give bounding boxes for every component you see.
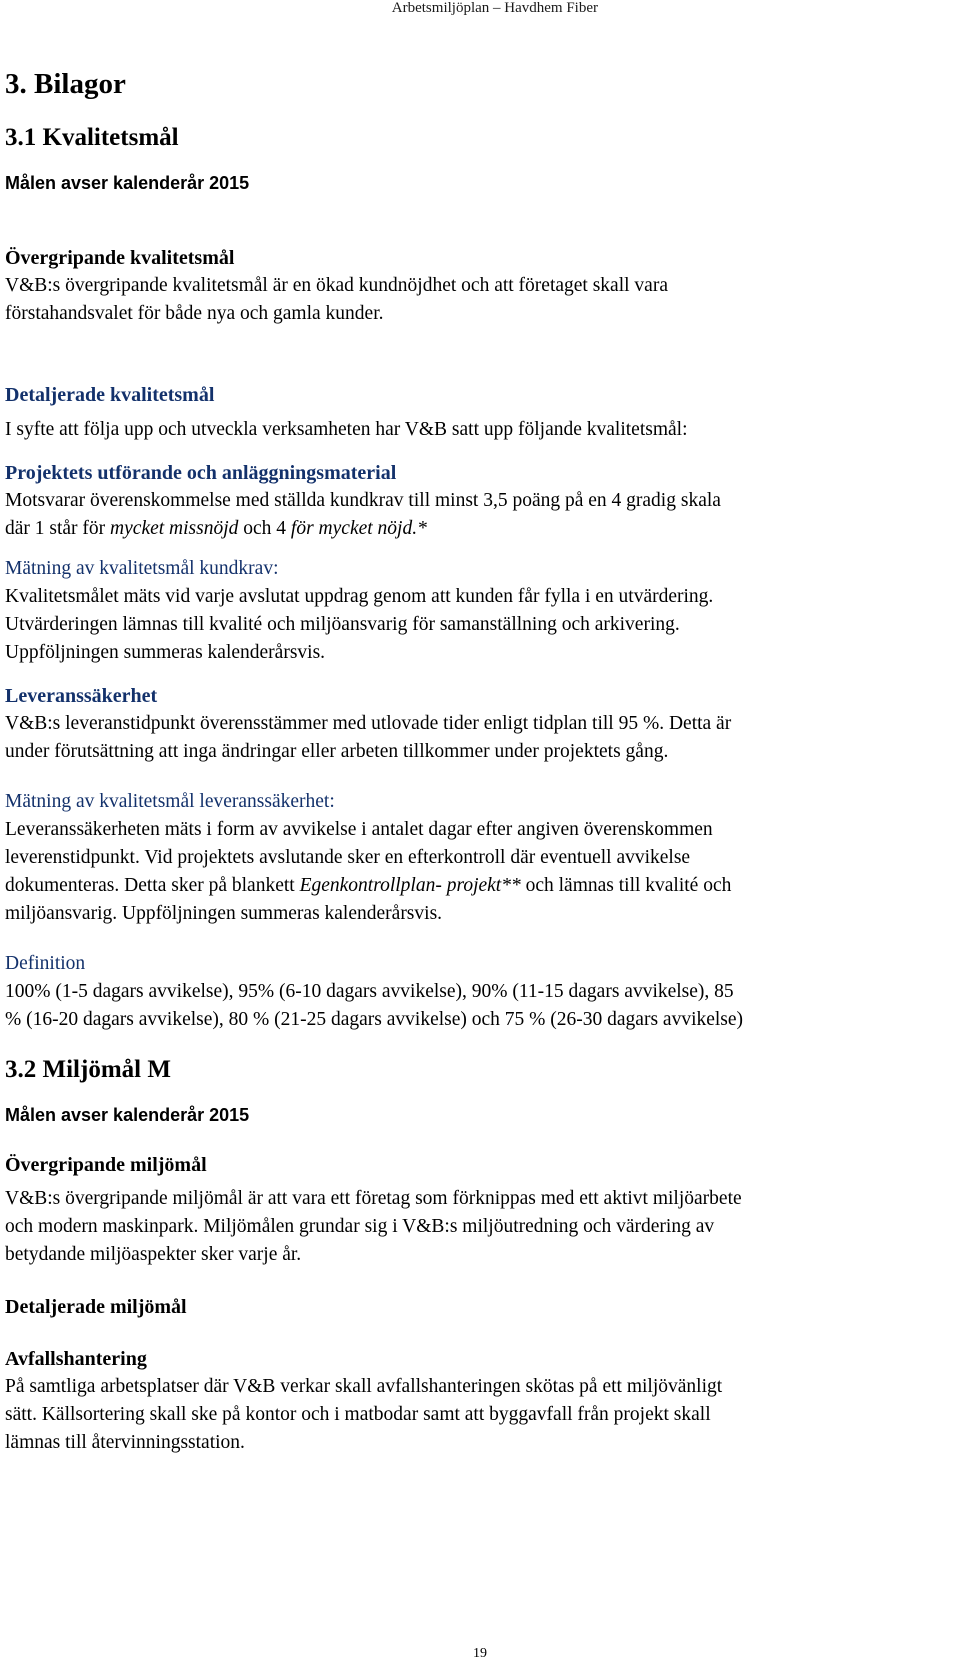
paragraph-line: V&B:s övergripande miljömål är att vara ett företag som förknippas med ett aktivt miljöarbete <box>5 1188 742 1209</box>
heading-project-execution: Projektets utförande och anläggningsmaterial <box>5 462 397 484</box>
heading-detailed-environment: Detaljerade miljömål <box>5 1296 187 1318</box>
heading-overall-environment: Övergripande miljömål <box>5 1154 207 1176</box>
paragraph-line: lämnas till återvinningsstation. <box>5 1432 245 1453</box>
paragraph-line: betydande miljöaspekter sker varje år. <box>5 1244 302 1265</box>
text-run-italic: för mycket nöjd.* <box>290 518 427 539</box>
heading-measure-customer: Mätning av kvalitetsmål kundkrav: <box>5 558 279 579</box>
paragraph-line: Utvärderingen lämnas till kvalité och miljöansvarig för samanställning och arkivering. <box>5 614 680 635</box>
heading-overall-quality: Övergripande kvalitetsmål <box>5 247 235 269</box>
heading-waste-management: Avfallshantering <box>5 1348 147 1370</box>
heading-delivery-security: Leveranssäkerhet <box>5 685 158 707</box>
paragraph-line: under förutsättning att inga ändringar eller arbeten tillkommer under projektets gång. <box>5 741 669 762</box>
paragraph-line <box>5 872 935 900</box>
paragraph-line: I syfte att följa upp och utveckla verksamheten har V&B satt upp följande kvalitetsmål: <box>5 419 688 440</box>
paragraph-line: sätt. Källsortering skall ske på kontor och i matbodar samt att byggavfall från projekt skall <box>5 1404 711 1425</box>
text-run: där 1 står för <box>5 518 111 539</box>
paragraph-line: V&B:s övergripande kvalitetsmål är en ökad kundnöjdhet och att företaget skall vara <box>5 275 668 296</box>
paragraph-line: Motsvarar överenskommelse med ställda kundkrav till minst 3,5 poäng på en 4 gradig skala <box>5 490 721 511</box>
paragraph-line: Uppföljningen summeras kalenderårsvis. <box>5 642 326 663</box>
heading-detailed-quality: Detaljerade kvalitetsmål <box>5 384 215 406</box>
paragraph-line: och modern maskinpark. Miljömålen grundar sig i V&B:s miljöutredning och värdering av <box>5 1216 715 1237</box>
text-run-italic: Egenkontrollplan- projekt** <box>299 875 521 896</box>
scope-note-kvalitet: Målen avser kalenderår 2015 <box>5 173 250 193</box>
paragraph-line: V&B:s leveranstidpunkt överensstämmer med utlovade tider enligt tidplan till 95 %. Detta är <box>5 713 732 734</box>
section-title: 3. Bilagor <box>5 68 126 100</box>
paragraph-line: leverenstidpunkt. Vid projektets avslutande sker en efterkontroll där eventuell avvikelse <box>5 847 691 868</box>
paragraph-line: förstahandsvalet för både nya och gamla kunder. <box>5 303 384 324</box>
subsection-title-kvalitet: 3.1 Kvalitetsmål <box>5 124 179 151</box>
subsection-title-miljo: 3.2 Miljömål M <box>5 1056 171 1083</box>
heading-definition: Definition <box>5 953 86 974</box>
paragraph-line: Leveranssäkerheten mäts i form av avvikelse i antalet dagar efter angiven överenskommen <box>5 819 713 840</box>
text-run: och lämnas till kvalité och <box>520 875 732 896</box>
paragraph-line: På samtliga arbetsplatser där V&B verkar skall avfallshanteringen skötas på ett miljövänligt <box>5 1376 723 1397</box>
text-run-italic: mycket missnöjd <box>110 518 239 539</box>
paragraph-line: miljöansvarig. Uppföljningen summeras kalenderårsvis. <box>5 903 443 924</box>
paragraph-line <box>5 515 935 543</box>
paragraph-line: % (16-20 dagars avvikelse), 80 % (21-25 dagars avvikelse) och 75 % (26-30 dagars avvikelse) <box>5 1009 744 1030</box>
page-content <box>5 66 935 1457</box>
text-run: dokumenteras. Detta sker på blankett <box>5 875 300 896</box>
page-number: 19 <box>473 1646 487 1661</box>
text-run: och 4 <box>238 518 291 539</box>
scope-note-miljo: Målen avser kalenderår 2015 <box>5 1105 250 1125</box>
paragraph-line: Kvalitetsmålet mäts vid varje avslutat uppdrag genom att kunden får fylla i en utvärdering. <box>5 586 714 607</box>
paragraph-line: 100% (1-5 dagars avvikelse), 95% (6-10 dagars avvikelse), 90% (11-15 dagars avvikelse), 85 <box>5 981 734 1002</box>
running-header: Arbetsmiljöplan – Havdhem Fiber <box>391 0 598 16</box>
heading-measure-delivery: Mätning av kvalitetsmål leveranssäkerhet: <box>5 791 335 812</box>
